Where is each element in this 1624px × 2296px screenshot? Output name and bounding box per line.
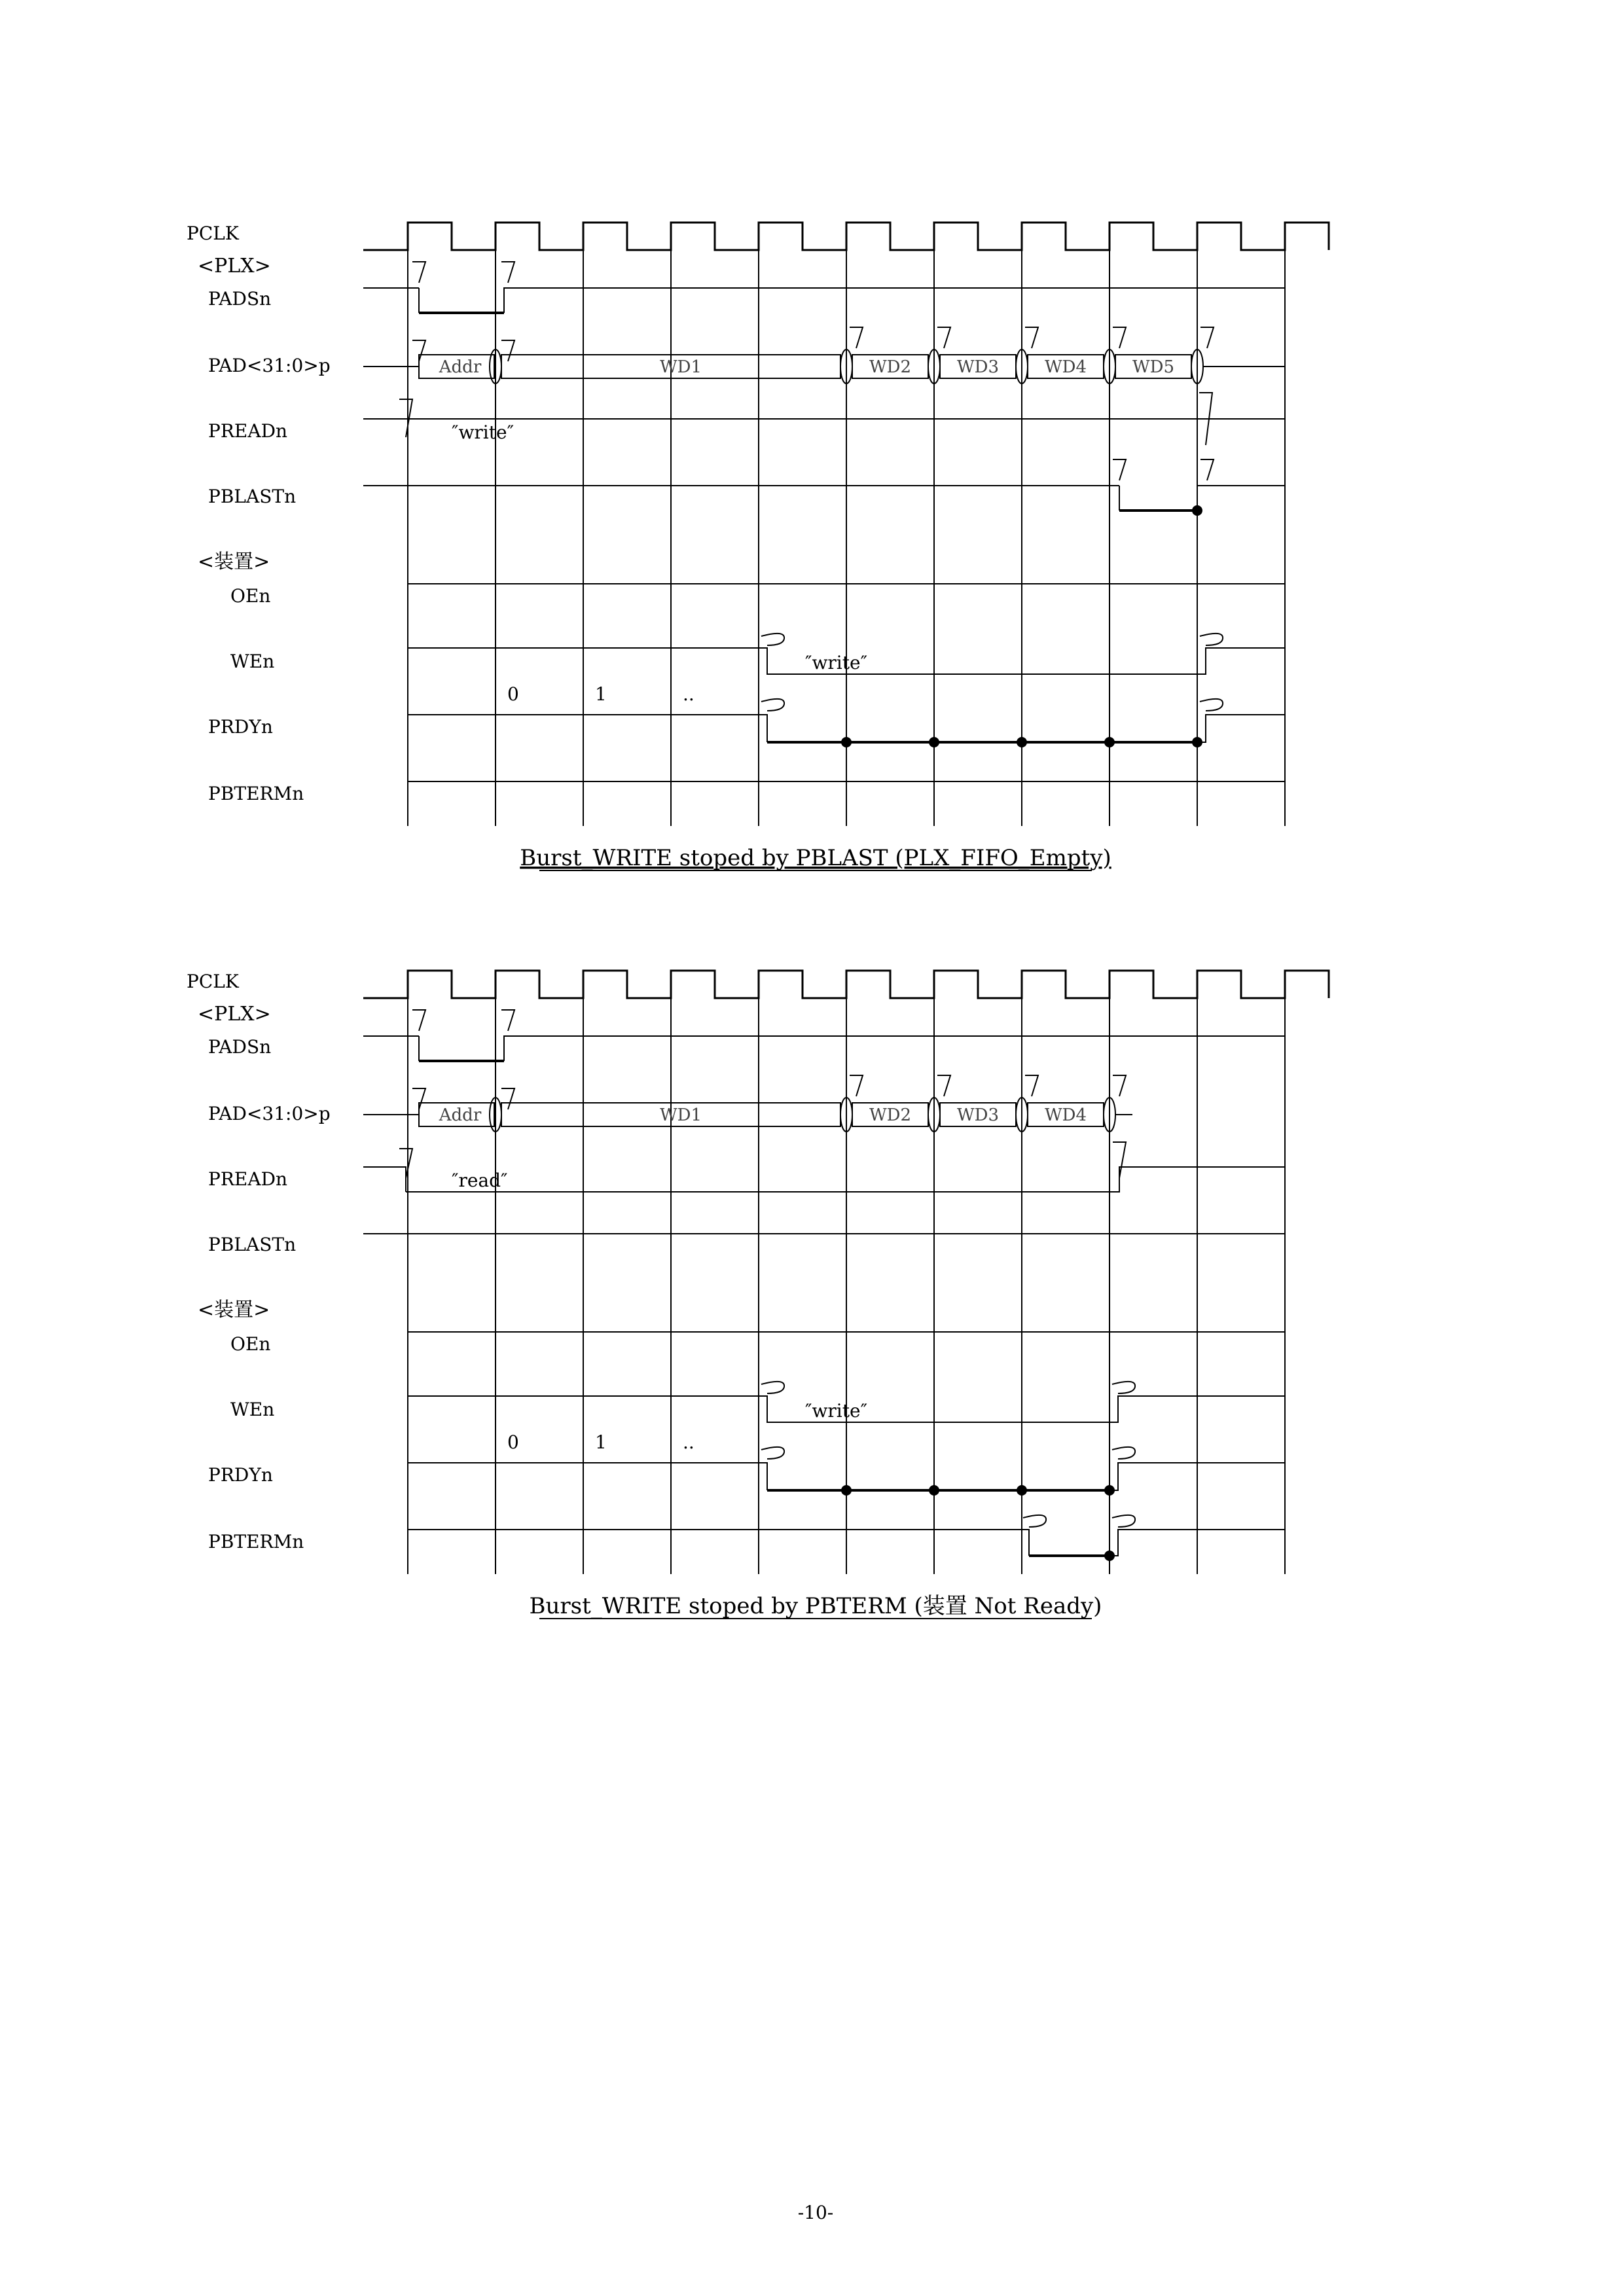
- signal-label-wen-2: WEn: [230, 1399, 275, 1420]
- bus-word-wd3: WD3: [956, 357, 1000, 377]
- signal-label-pbtermn: PBTERMn: [208, 783, 304, 804]
- bus-word-addr: Addr: [439, 357, 482, 377]
- signal-label-padsn-2: PADSn: [208, 1036, 272, 1058]
- bus-word-addr-2: Addr: [439, 1105, 482, 1125]
- bus-word-wd4: WD4: [1044, 357, 1087, 377]
- bus-word-wd2: WD2: [869, 357, 912, 377]
- padsn-waveform: [363, 262, 1285, 313]
- wen-note-2: ″write″: [805, 1400, 868, 1422]
- counter-0-2: 0: [507, 1431, 519, 1453]
- signal-label-preadn-2: PREADn: [208, 1168, 288, 1190]
- counter-1-2: 1: [595, 1431, 607, 1453]
- signal-label-pbtermn-2: PBTERMn: [208, 1531, 304, 1552]
- pblastn-waveform: [363, 459, 1285, 515]
- pclk-waveform: [363, 223, 1329, 250]
- signal-label-prdyn: PRDYn: [208, 716, 273, 738]
- wen-note: ″write″: [805, 652, 868, 673]
- bus-word-wd1-2: WD1: [659, 1105, 702, 1125]
- timing-diagram-1: [187, 223, 1329, 871]
- signal-label-wen: WEn: [230, 651, 275, 672]
- counter-1: 1: [595, 683, 607, 705]
- group-label-device-2: <装置>: [198, 1299, 270, 1321]
- signal-label-pad: PAD<31:0>p: [208, 355, 331, 376]
- diagram-caption-2: Burst_WRITE stoped by PBTERM (装置 Not Ready): [529, 1593, 1102, 1619]
- signal-label-oen-2: OEn: [230, 1333, 271, 1355]
- signal-label-pad-2: PAD<31:0>p: [208, 1103, 331, 1124]
- timing-diagram-2: [187, 971, 1329, 1619]
- counter-0: 0: [507, 683, 519, 705]
- bus-word-wd4-2: WD4: [1044, 1105, 1087, 1125]
- group-label-plx-2: <PLX>: [198, 1003, 271, 1026]
- signal-label-oen: OEn: [230, 585, 271, 607]
- signal-label-padsn: PADSn: [208, 288, 272, 310]
- diagram-caption-1: Burst_WRITE stoped by PBLAST (PLX_FIFO_Empty): [520, 845, 1111, 871]
- signal-label-pblastn: PBLASTn: [208, 486, 297, 507]
- preadn-note-2: ″read″: [452, 1170, 508, 1191]
- bus-word-wd1: WD1: [659, 357, 702, 377]
- padsn-waveform-2: [363, 1010, 1285, 1061]
- bus-word-wd2-2: WD2: [869, 1105, 912, 1125]
- group-label-device: <装置>: [198, 550, 270, 573]
- bus-word-wd3-2: WD3: [956, 1105, 1000, 1125]
- counter-dots-2: ..: [683, 1431, 695, 1453]
- pclk-waveform-2: [363, 971, 1329, 998]
- preadn-note: ″write″: [452, 422, 514, 443]
- signal-label-pblastn-2: PBLASTn: [208, 1234, 297, 1255]
- signal-label-pclk-2: PCLK: [187, 971, 239, 992]
- page-number: -10-: [797, 2202, 834, 2223]
- counter-dots: ..: [683, 683, 695, 705]
- group-label-plx: <PLX>: [198, 255, 271, 278]
- signal-label-preadn: PREADn: [208, 420, 288, 442]
- signal-label-prdyn-2: PRDYn: [208, 1464, 273, 1486]
- bus-word-wd5: WD5: [1132, 357, 1175, 377]
- signal-label-pclk: PCLK: [187, 223, 239, 244]
